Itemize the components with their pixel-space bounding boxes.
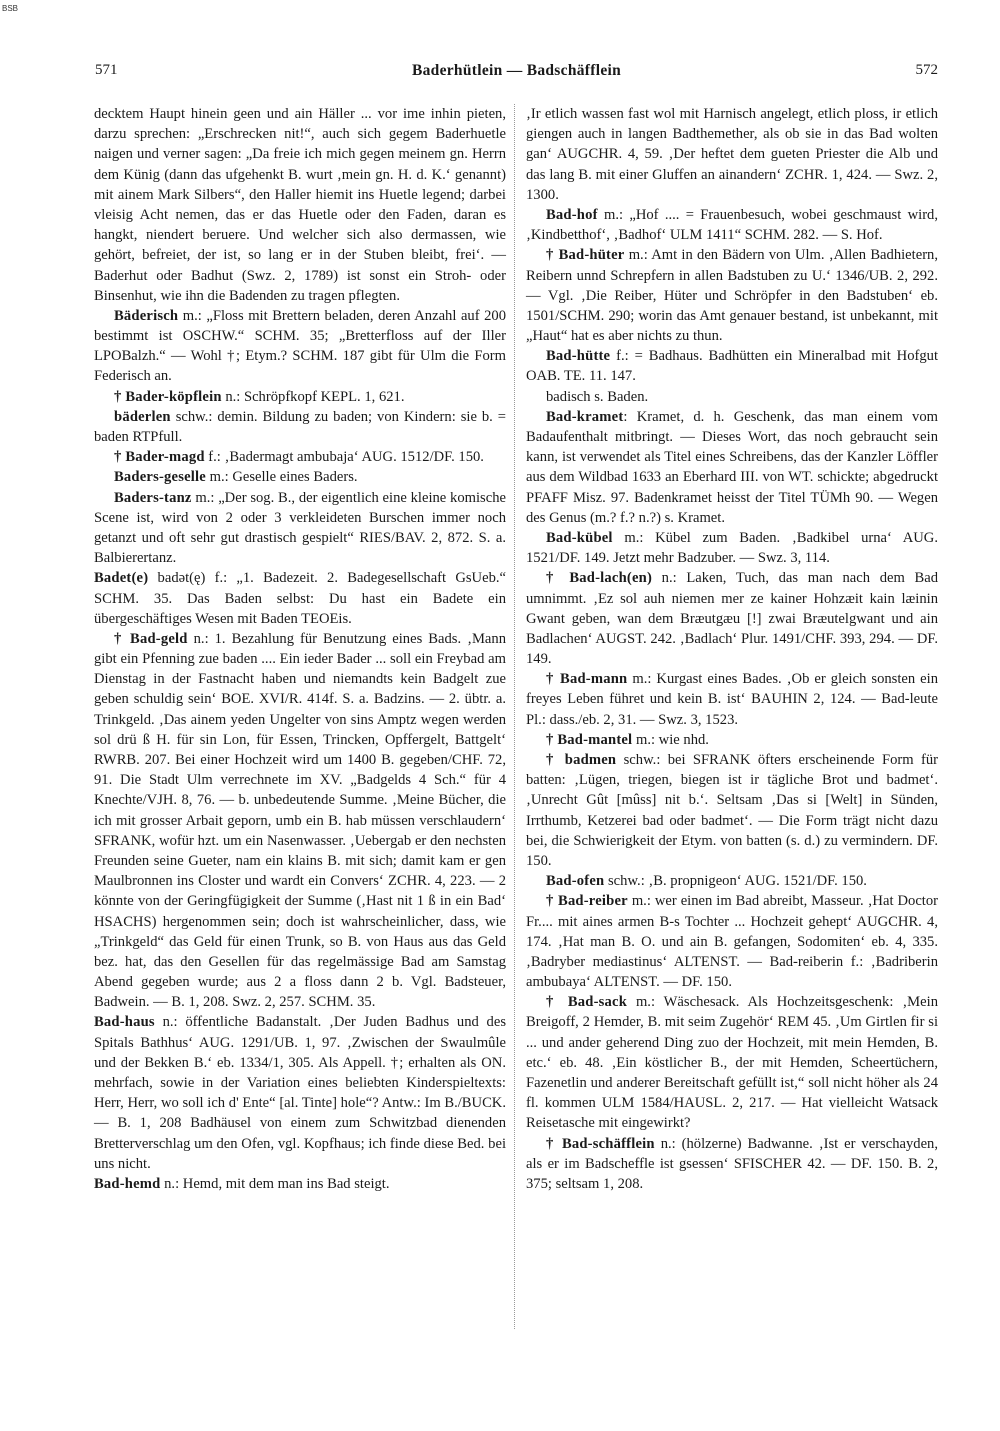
entry-text: m.: Kurgast eines Bades. ‚Ob er gleich sonsten ein freyes Leben führet und kein B. ist‘ BAUHIN 2, 124. — Bad-leute Pl.: dass./eb. 2, 31. — Swz. 3, 1523. (526, 671, 938, 728)
entry-headword: Bad-hemd (94, 1175, 161, 1192)
dictionary-entry (94, 1012, 506, 1174)
column-divider (514, 104, 515, 1329)
right-column (526, 104, 938, 1194)
entry-headword: Baders-geselle (114, 469, 206, 486)
page-number-right: 572 (915, 62, 938, 78)
entry-text: m.: Wäschesack. Als Hochzeitsgeschenk: ‚Mein Breigoff, 2 Hemder, B. mit seim Zugehör‘ REM 45. ‚Um Girtlen fir si ... und ander geherend Ding zuo der Hochzeit, mit mein Hemden, B. etc.‘ eb. 48. ‚Ein köstlicher B., der mit Hemden, Scheertüchern, Fazenetlin und anderer Bereitschaft gefüllt ist,“ soll nicht höher als 24 fl. kommen ULM 1584/HAUSL. 2, 217. — Hat vielleicht Watsack Reisetasche mit eingewirkt? (526, 994, 938, 1132)
entry-headword: Baders-tanz (114, 489, 192, 506)
entry-headword: † Bad-sack (546, 994, 628, 1011)
entry-text: m.: „Der sog. B., der eigentlich eine kleine komische Scene ist, wird von 2 oder 3 verkleideten Burschen immer noch getanzt und oft sehr gut drastisch gespielt“ RIES/BAV. 2, 872. S. a. Balbierertanz. (94, 489, 506, 567)
entry-text: n.: 1. Bezahlung für Benutzung eines Bads. ‚Mann gibt ein Pfenning zue baden .... Ein ieder Bader ... soll ein Freybad am Dienstag in der Fastnacht haben und niemandts kein Badgelt zue geben schuldig sein‘ BOE. XVI/R. 414f. S. a. Badzins. — 2. übtr. a. Trinkgeld. ‚Das ainem yeden Ungelter von sins Amptz wegen werden sol drü ß H. für sin Lon, für Essen, Trincken, Opffergelt, Battgelt‘ RWRB. 207. Bei einer Hochzeit wird um 1400 B. gegeben/CHF. 72, 91. Die Stadt Ulm verrechnete im XV. „Badgelds 4 Sch.“ für 4 Knechte/VJH. 8, 76. — b. unbedeutende Summe. ‚Meine Bücher, die ich mit grosser Arbait geporn, umb ein B. hab müssen verschlaudern‘ SFRANK, wofür hzt. um ein Nasenwasser. ‚Uebergab er den nechsten Freunden seine Gueter, nam ein klains B. mit sich; damit kam er gen Maulbronnen ins Closter und wardt ein Convers‘ ZCHR. 4, 223. — 2 könnte von der Geringfügigkeit der Summe (‚Hast nit 1 ß in ein Bad‘ HSACHS) hergenommen sein; doch ist wahrscheinlicher, dass, wie „Trinkgeld“ das Geld für einen Trunk, so B. von Haus aus das Geld bez. hat, das den Gesellen für das regelmässige Bad am Samstag Abend gegeben wurde; aus 2 a floss dann 2 b. Vgl. Badsteuer, Badwein. — B. 1, 208. Swz. 2, 257. SCHM. 35. (94, 630, 507, 1011)
dictionary-entry (94, 104, 506, 306)
entry-text: badət(ę) f.: „1. Badezeit. 2. Badegesellschaft GsUeb.“ SCHM. 35. Das Baden selbst: Du hast ein Badete ein übergeschäftiges Wesen mit Baden TEOEis. (94, 570, 506, 627)
entry-headword: Bad-hof (546, 206, 598, 223)
dictionary-entry (94, 387, 506, 407)
entry-text: f.: = Badhaus. Badhütten ein Mineralbad mit Hofgut OAB. TE. 11. 147. (526, 348, 938, 385)
entry-headword: Bad-ofen (546, 873, 605, 890)
dictionary-entry (526, 891, 938, 992)
entry-text: badisch s. Baden. (546, 388, 649, 405)
entry-headword: Bäderisch (114, 307, 179, 324)
dictionary-entry (526, 568, 938, 669)
entry-text: : Kramet, d. h. Geschenk, das man einem vom Badaufenthalt mitbringt. — Dieses Wort, das noch gebraucht sein kann, ist verwendet als Titel eines Schreibens, das der Kanzler Löffler aus dem Wildbad 1633 an Eberhard III. von WT. schickte; abgedruckt PFAFF Misz. 97. Badenkramet heisst der Titel TÜMh 90. — Wegen des Genus (m.? f.? n.?) s. Kramet. (526, 408, 938, 526)
dictionary-entry (526, 871, 938, 891)
entry-headword: † Bader-köpflein (114, 388, 222, 405)
dictionary-entry (526, 387, 938, 407)
entry-text: n.: (hölzerne) Badwanne. ‚Ist er verschayden, als er im Badscheffle ist gsessen‘ SFISCHER 42. — DF. 150. B. 2, 375; seltsam 1, 208. (526, 1135, 938, 1192)
entry-headword: † Bad-geld (114, 630, 188, 647)
dictionary-entry (94, 447, 506, 467)
dictionary-entry (526, 992, 938, 1133)
dictionary-entry (94, 488, 506, 569)
dictionary-entry (94, 467, 506, 487)
page-number-left: 571 (95, 62, 118, 78)
entry-headword: † Bad-mann (546, 671, 628, 688)
entry-text: n.: Laken, Tuch, das man nach dem Bad umnimmt. ‚Ez sol auh niemen mer ze kainer Hohzæit kain læinin Gwant geben, wan dem Bræutgæu [!] zwai Bræutelgwant und ain Badlachen‘ AUGST. 242. ‚Badlach‘ Plur. 1491/CHF. 393, 294. — DF. 149. (526, 570, 938, 668)
entry-text: m.: „Floss mit Brettern beladen, deren Anzahl auf 200 bestimmt ist OSCHW.“ SCHM. 35; „Bretterfloss auf der Iller LPOBalzh.“ — Wohl †; Etym.? SCHM. 187 gibt für Ulm die Form Federisch an. (94, 307, 506, 385)
entry-text: ‚Ir etlich wassen fast wol mit Harnisch angelegt, etlich ploss, ir etlich giengen auch in langen Badthemether, als ob sie in das Bad wolten gan‘ AUGCHR. 4, 59. ‚Der heftet dem gueten Priester die Alb und das lang B. mit einer Gluffen an ainandern‘ ZCHR. 1, 424. — Swz. 2, 1300. (526, 106, 938, 203)
entry-headword: † Bader-magd (114, 449, 205, 466)
entry-text: decktem Haupt hinein geen und ain Häller ... vor ime inhin pieten, darzu sprechen: „Erschrecken nit!“, auch sich gegem Baderhuetle naigen und verner sagen: „Da freie ich mich gegen meinem gn. Herrn dem Künig (dann das ufgehenkt B. wurt ‚mein gn. H. d. K.‘ genannt) mit ainem Mark Silbers“, den Haller hiemit ins Huetle legend; darbei vleisig Acht nemen, das er das Huetle oder den Faden, daran es hangkt, niendert beruere. Und welcher sich also dermassen, wie gehört, befreiet, der ist, so lang er in der Stuben bleibt, frei‘. — Baderhut oder Badhut (Swz. 2, 1789) ist sonst ein Stroh- oder Binsenhut, wie ihn die Badenden zu tragen pflegten. (94, 106, 506, 304)
entry-text: m.: Geselle eines Baders. (205, 469, 358, 486)
entry-text: schw.: demin. Bildung zu baden; von Kindern: sie b. = baden RTPfull. (94, 408, 506, 445)
dictionary-entry (94, 407, 506, 447)
entry-headword: Badet(e) (94, 570, 149, 587)
entry-text: m.: wie nhd. (632, 731, 709, 748)
entry-headword: Bad-kramet (546, 408, 624, 425)
dictionary-entry (94, 306, 506, 387)
running-header (95, 62, 938, 84)
dictionary-entry (526, 245, 938, 346)
dictionary-entry (526, 205, 938, 245)
entry-text: n.: öffentliche Badanstalt. ‚Der Juden Badhus und des Spitals Bathhus‘ AUG. 1291/UB. 1, 97. ‚Zwischen der Swaulmûle und der Bekken B.‘ eb. 1334/1, 305. Als Appell. †; erhalten als ON. mehrfach, sowie in der Variation eines beliebten Kinderspieltexts: Herr, Herr, wo soll ich d' Ente“ [al. Tinte] hole“? Antw.: Im B./BUCK. — B. 1, 208 Badhäusel von einem zum Schwitzbad dienenden Bretterverschlag um den Ofen, vgl. Kopfhaus; ich finde diese Bed. bei uns nicht. (94, 1014, 506, 1172)
entry-headword: † Bad-reiber (546, 893, 628, 910)
entry-text: n.: Hemd, mit dem man ins Bad steigt. (160, 1175, 390, 1192)
entry-headword: † badmen (546, 752, 617, 768)
entry-headword: Bad-kübel (546, 529, 613, 546)
entry-text: m.: Amt in den Bädern von Ulm. ‚Allen Badhietern, Reibern unnd Schrepfern in allen Badstuben zu U.‘ 1346/UB. 2, 292. — Vgl. ‚Die Reiber, Hüter und Schröpfer in den Badstuben‘ eb. 1501/SCHM. 290; worin das Amt genauer bestand, ist unbekannt, mit „Haut“ hat es aber nichts zu thun. (526, 247, 938, 345)
dictionary-entry (526, 528, 938, 568)
entry-text: m.: wer einen im Bad abreibt, Masseur. ‚Hat Doctor Fr.... mit aines armen B-s Tochter ... Hochzeit gehept‘ AUGCHR. 4, 174. ‚Hat man B. O. und ain B. gefangen, Sodomiten‘ eb. 4, 335. ‚Badryber mediastinus‘ ALTENST. — Bad-reiberin f.: ‚Badriberin ambubaya‘ ALTENST. — DF. 150. (526, 893, 939, 991)
dictionary-entry (526, 730, 938, 750)
running-title: Baderhütlein — Badschäfflein (411, 62, 622, 79)
entry-text: m.: „Hof .... = Frauenbesuch, wobei geschmaust wird, ‚Kindbetthof‘, ‚Badhof‘ ULM 1411“ SCHM. 282. — S. Hof. (526, 206, 938, 244)
dictionary-entry (526, 407, 938, 528)
dictionary-entry (526, 1134, 938, 1195)
entry-headword: † Bad-schäfflein (546, 1135, 655, 1152)
entry-text: m.: Kübel zum Baden. ‚Badkibel urna‘ AUG. 1521/DF. 149. Jetzt mehr Badzuber. — Swz. 3, 114. (526, 529, 938, 567)
dictionary-entry (526, 750, 938, 871)
entry-headword: † Bad-mantel (546, 731, 633, 748)
dictionary-entry (94, 568, 506, 629)
entry-headword: † Bad-lach(en) (546, 570, 653, 587)
dictionary-entry (526, 104, 938, 205)
dictionary-entry (94, 629, 506, 1013)
entry-headword: bäderlen (114, 408, 171, 425)
left-column (94, 104, 506, 1194)
dictionary-entry (526, 346, 938, 386)
library-mark: BSB (2, 4, 19, 13)
entry-text: f.: ‚Badermagt ambubaja‘ AUG. 1512/DF. 150. (204, 449, 484, 466)
dictionary-entry (526, 669, 938, 730)
entry-text: schw.: bei SFRANK öfters erscheinende Form für batten: ‚Lügen, triegen, biegen ist ir tägliche Brot und badmet‘. ‚Unrecht Gût [mûss] nit b.‘. Seltsam ‚Das si [Welt] in Sünden, Irrthumb, Ketzerei bad oder badmet‘. — Die Form trägt nicht dazu bei, die Schwierigkeit der Etym. von batten (s. d.) zu vermindern. DF. 150. (526, 752, 938, 869)
entry-headword: Bad-hütte (546, 348, 611, 365)
dictionary-entry (94, 1174, 506, 1194)
entry-text: n.: Schröpfkopf KEPL. 1, 621. (221, 388, 405, 405)
entry-headword: † Bad-hüter (546, 247, 625, 264)
entry-headword: Bad-haus (94, 1014, 155, 1031)
entry-text: schw.: ‚B. propnigeon‘ AUG. 1521/DF. 150. (604, 873, 867, 890)
